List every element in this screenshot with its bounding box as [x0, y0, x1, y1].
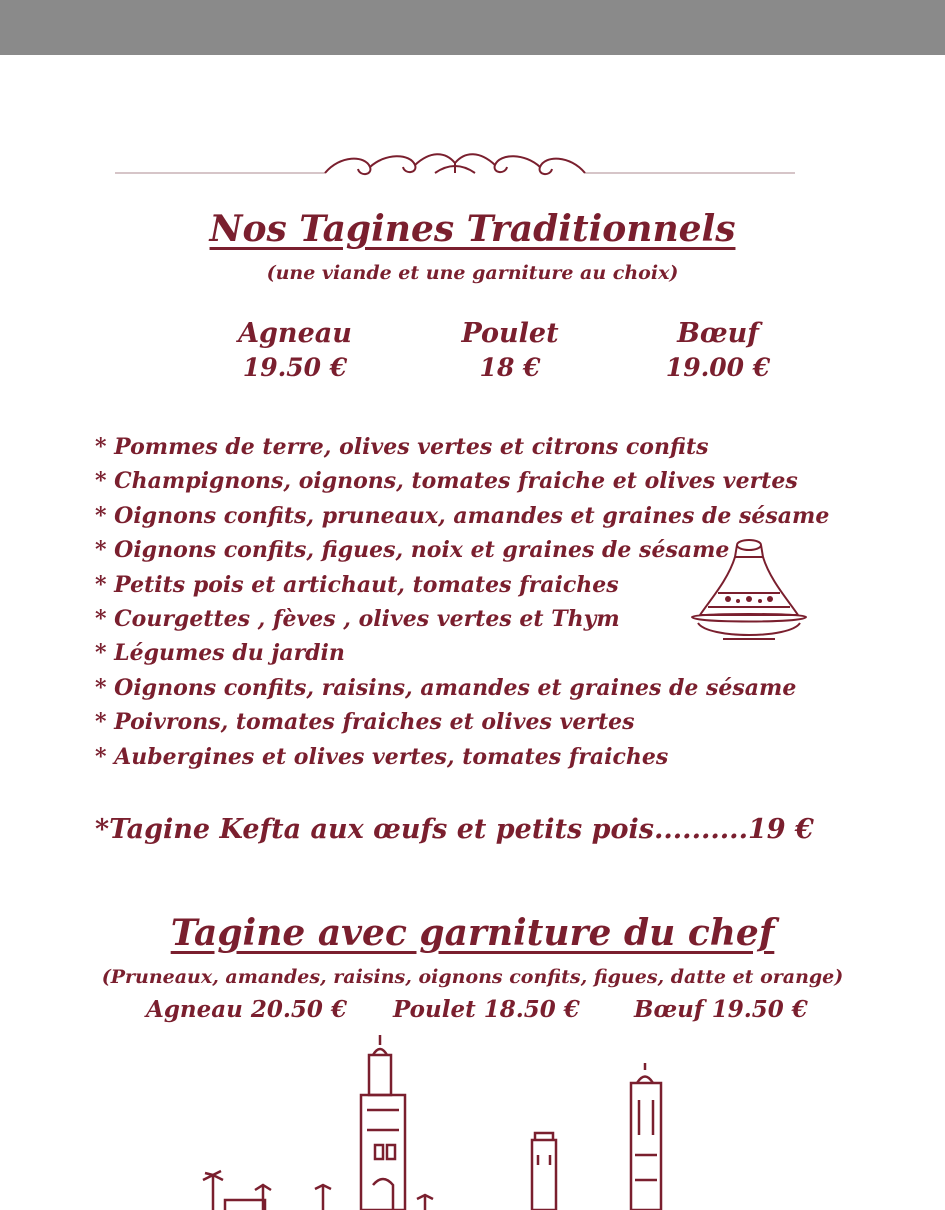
meat-poulet — [420, 318, 600, 382]
meat-name: Bœuf — [677, 318, 759, 349]
list-item: * Courgettes , fèves , olives vertes et Thym — [95, 606, 620, 633]
list-item: * Poivrons, tomates fraiches et olives vertes — [95, 709, 635, 736]
list-item: * Champignons, oignons, tomates fraiche et olives vertes — [95, 468, 798, 495]
list-item: * Légumes du jardin — [95, 640, 345, 667]
top-status-bar — [0, 0, 945, 55]
chef-price-agneau: Agneau 20.50 € — [146, 996, 347, 1023]
meat-boeuf — [628, 318, 808, 382]
list-item: * Petits pois et artichaut, tomates fraiches — [95, 571, 619, 598]
list-item: * Aubergines et olives vertes, tomates fraiches — [95, 743, 669, 770]
kefta-item: *Tagine Kefta aux œufs et petits pois..........19 € — [95, 814, 814, 845]
list-item: * Oignons confits, raisins, amandes et graines de sésame — [95, 674, 797, 701]
list-item: * Oignons confits, pruneaux, amandes et graines de sésame — [95, 502, 830, 529]
tagine-pot-icon — [688, 535, 810, 655]
ornament-divider-icon — [115, 145, 795, 185]
section-subtitle-traditionnels: (une viande et une garniture au choix) — [266, 262, 679, 284]
meat-price: 19.50 € — [242, 353, 348, 382]
chef-price-poulet: Poulet 18.50 € — [393, 996, 580, 1023]
chef-price-boeuf: Bœuf 19.50 € — [634, 996, 808, 1023]
meat-agneau — [205, 318, 385, 382]
section-subtitle-chef: (Pruneaux, amandes, raisins, oignons confits, figues, datte et orange) — [101, 966, 844, 988]
list-item: * Oignons confits, figues, noix et graines de sésame — [95, 537, 730, 564]
meat-name: Agneau — [238, 318, 352, 349]
meat-price: 18 € — [479, 353, 541, 382]
section-title-chef: Tagine avec garniture du chef — [170, 912, 775, 954]
meat-price: 19.00 € — [665, 353, 771, 382]
list-item: * Pommes de terre, olives vertes et citrons confits — [95, 434, 709, 460]
meat-name: Poulet — [461, 318, 559, 349]
city-skyline-icon — [195, 1035, 715, 1210]
section-title-traditionnels: Nos Tagines Traditionnels — [209, 208, 736, 250]
